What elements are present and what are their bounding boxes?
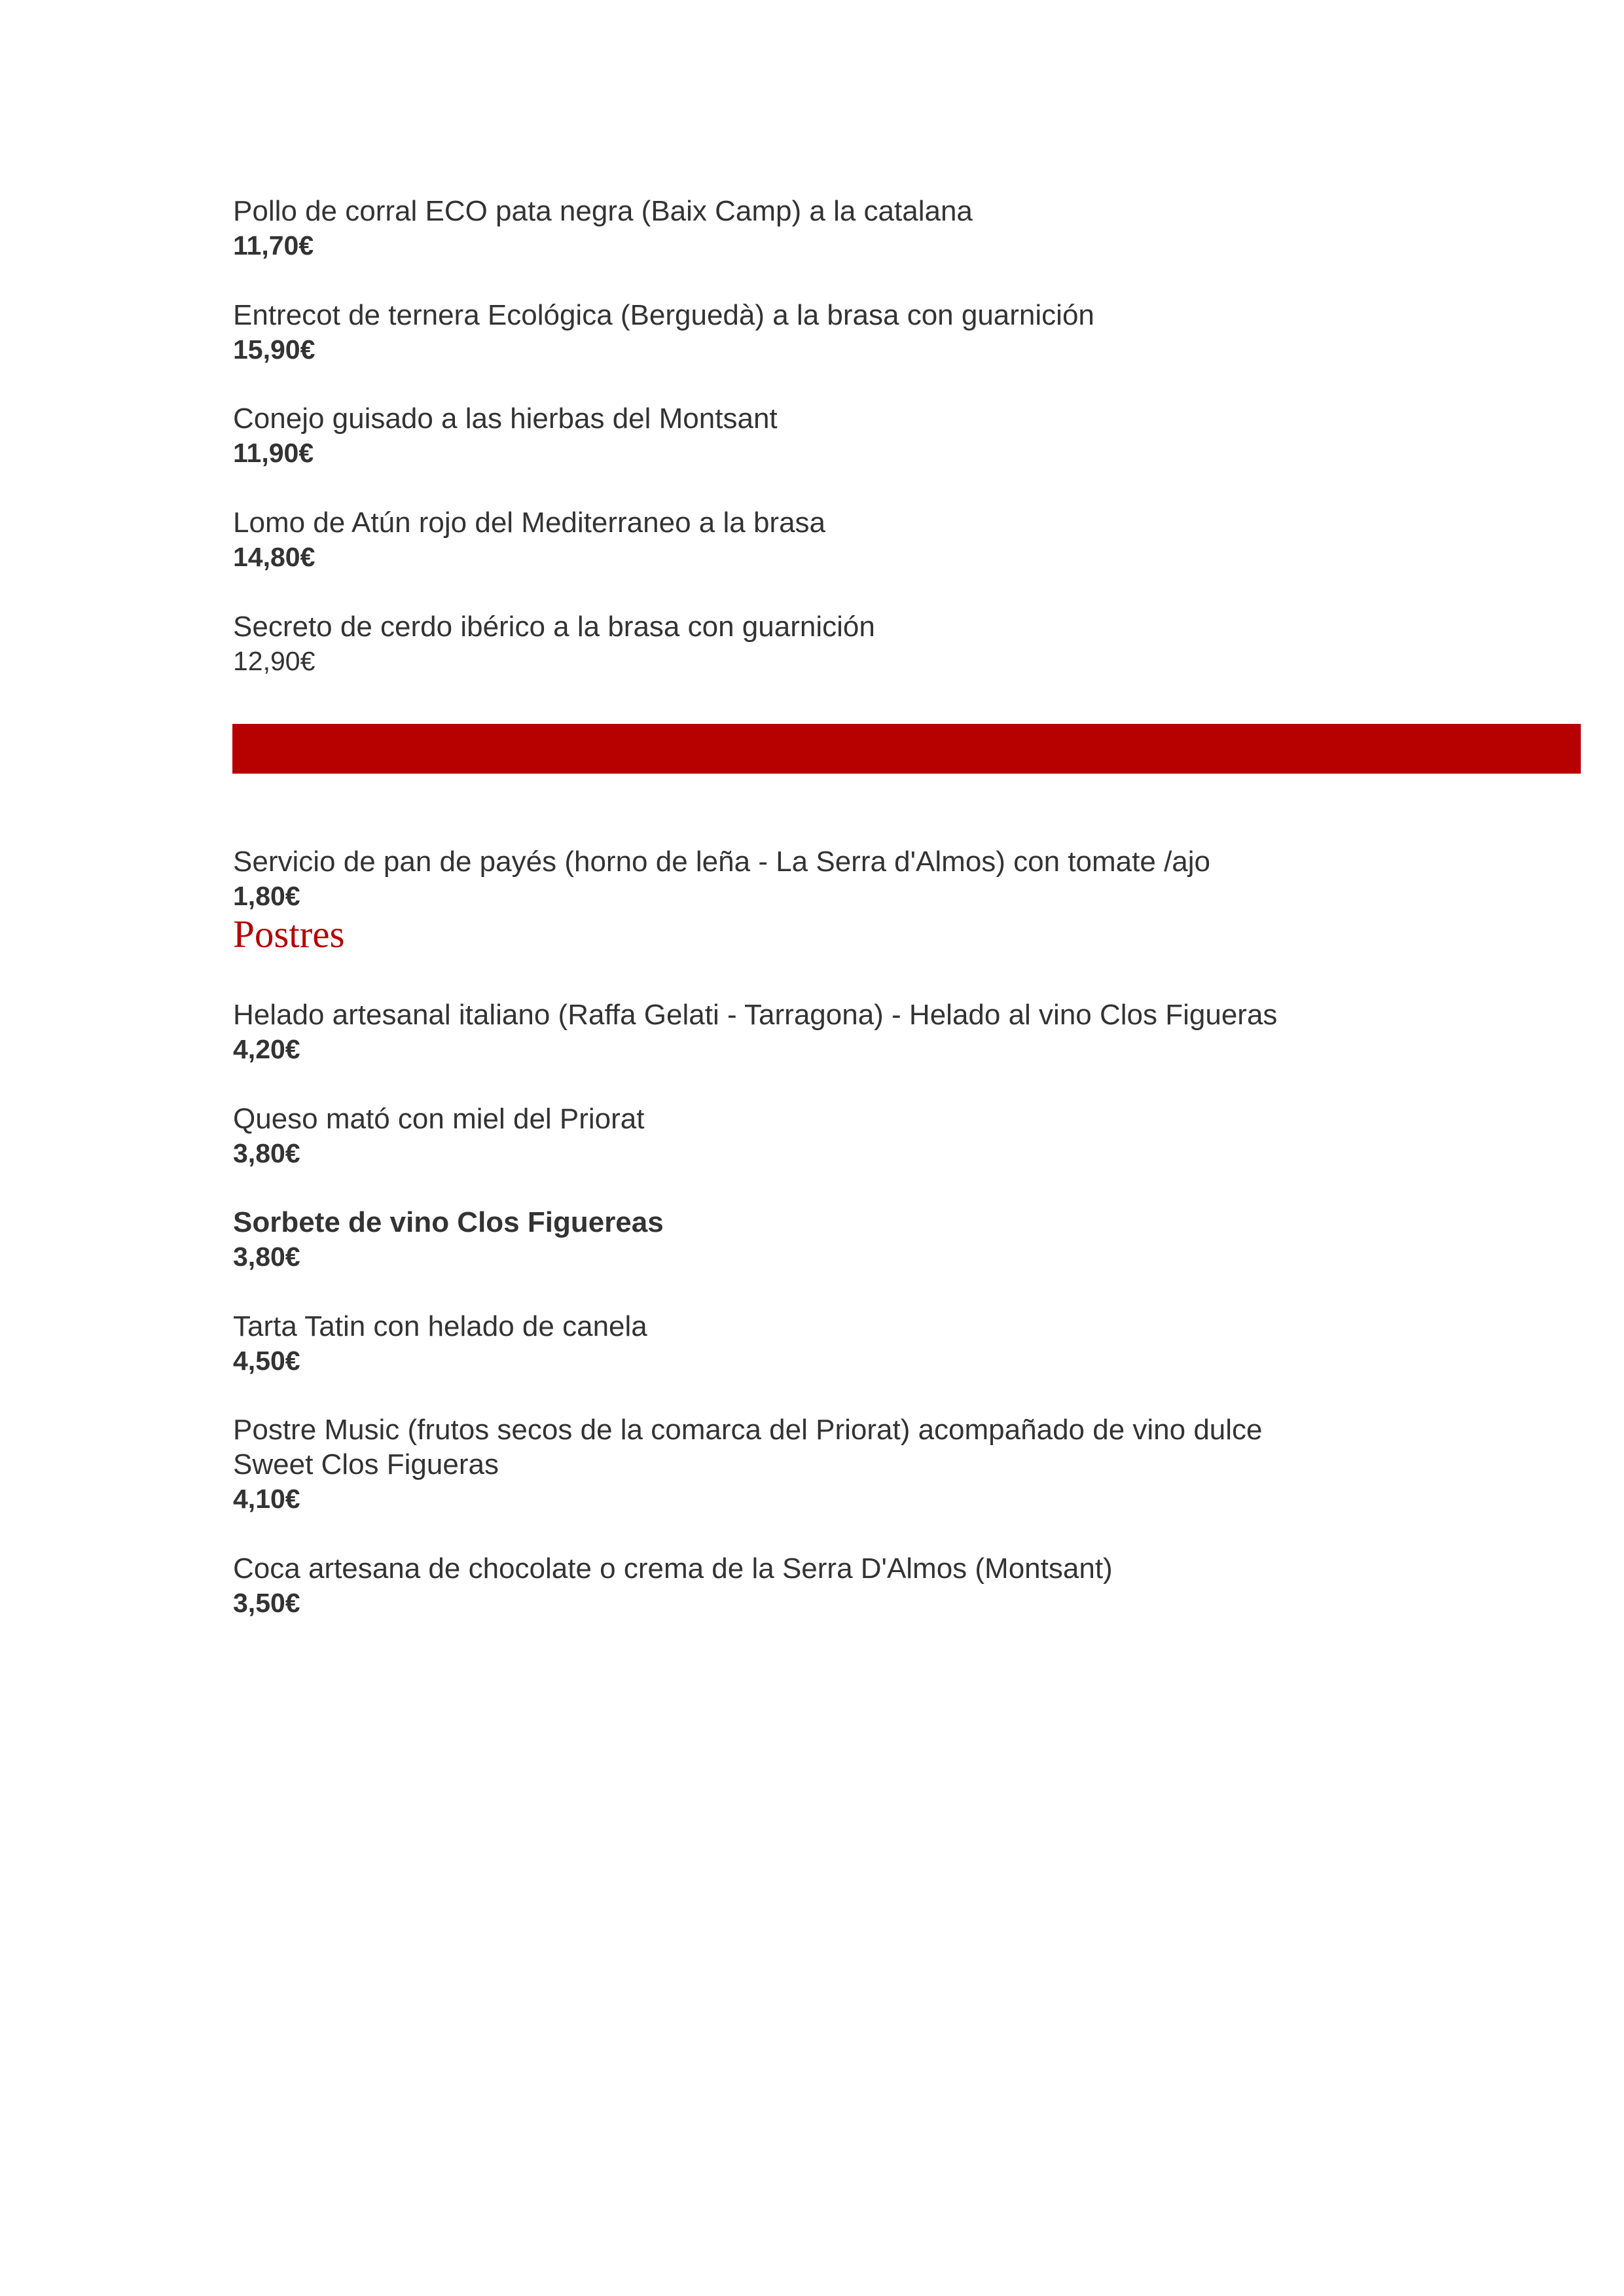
item-name-line-1: Postre Music (frutos secos de la comarca del Priorat) acompañado de vino dulce [233, 1414, 1263, 1446]
item-name: Servicio de pan de payés (horno de leña - La Serra d'Almos) con tomate /ajo [233, 846, 1211, 878]
item-name: Conejo guisado a las hierbas del Montsant [233, 403, 778, 435]
item-price: 11,90€ [233, 438, 314, 468]
menu-item-helado [233, 997, 1575, 1067]
item-name: Sorbete de vino Clos Figuereas [233, 1206, 664, 1238]
item-price: 3,80€ [233, 1138, 300, 1168]
menu-item-secreto [233, 609, 1575, 679]
item-price: 1,80€ [233, 881, 300, 911]
item-price: 4,20€ [233, 1034, 300, 1064]
menu-item-mato [233, 1102, 1575, 1171]
menu-item-entrecot [233, 298, 1575, 367]
menu-item-pollo [233, 194, 1575, 263]
item-price: 15,90€ [233, 334, 316, 365]
item-name: Secreto de cerdo ibérico a la brasa con guarnición [233, 611, 875, 643]
item-name-line-2: Sweet Clos Figueras [233, 1448, 499, 1480]
item-price: 12,90€ [233, 646, 316, 676]
item-name: Tarta Tatin con helado de canela [233, 1310, 647, 1342]
item-price: 3,80€ [233, 1242, 300, 1272]
menu-item-conejo [233, 401, 1575, 471]
item-price: 4,10€ [233, 1484, 300, 1514]
item-name: Queso mató con miel del Priorat [233, 1103, 645, 1135]
menu-item-postre-music [233, 1412, 1575, 1516]
section-title-postres: Postres [233, 912, 345, 956]
menu-item-sorbete [233, 1205, 1575, 1274]
item-name: Pollo de corral ECO pata negra (Baix Camp) a la catalana [233, 195, 973, 227]
menu-item-pan [233, 844, 1575, 914]
item-price: 3,50€ [233, 1588, 300, 1618]
item-price: 11,70€ [233, 230, 314, 260]
item-name: Helado artesanal italiano (Raffa Gelati - Tarragona) - Helado al vino Clos Figueras [233, 999, 1278, 1031]
item-name: Coca artesana de chocolate o crema de la Serra D'Almos (Montsant) [233, 1552, 1113, 1585]
menu-item-atun [233, 505, 1575, 575]
item-price: 14,80€ [233, 542, 316, 572]
menu-item-coca [233, 1551, 1575, 1621]
item-price: 4,50€ [233, 1346, 300, 1376]
item-name: Lomo de Atún rojo del Mediterraneo a la brasa [233, 507, 826, 539]
item-name: Entrecot de ternera Ecológica (Berguedà) a la brasa con guarnición [233, 299, 1094, 331]
section-divider-bar [232, 724, 1581, 774]
menu-item-tarta [233, 1309, 1575, 1378]
